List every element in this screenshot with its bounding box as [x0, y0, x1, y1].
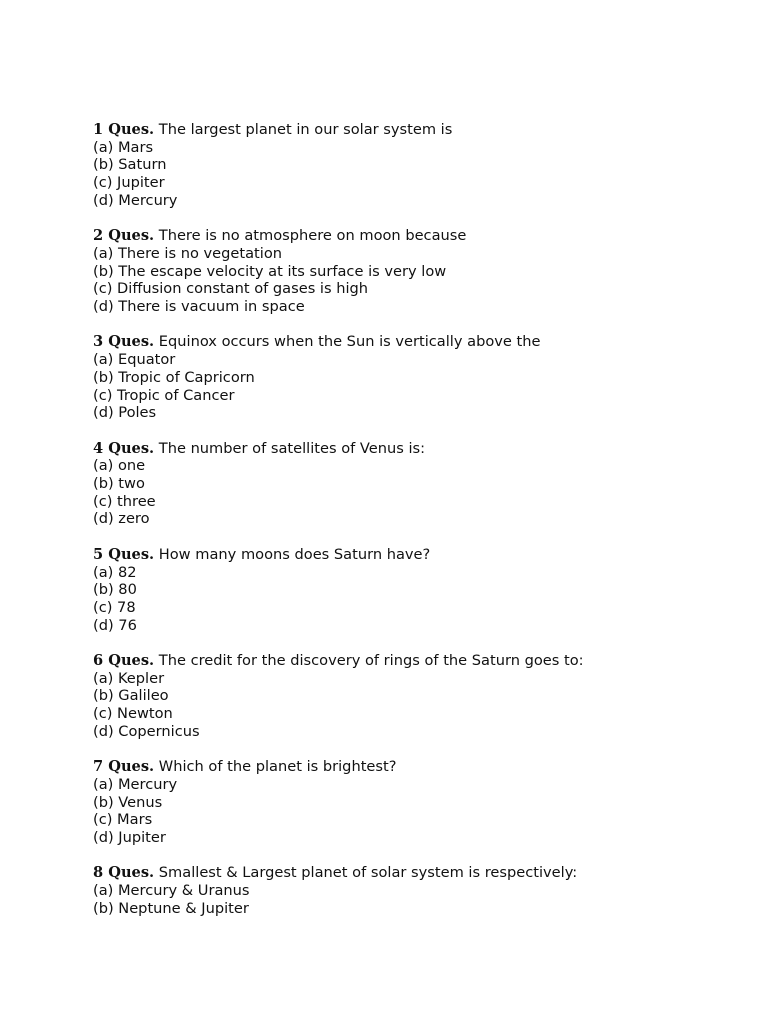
question-8 — [93, 864, 733, 917]
answer-option: (a) Kepler — [93, 669, 165, 687]
question-number: 8 Ques. — [93, 864, 155, 882]
answer-option: (a) There is no vegetation — [93, 244, 282, 262]
answer-option: (b) Tropic of Capricorn — [93, 368, 255, 386]
answer-option: (a) one — [93, 457, 146, 475]
question-2 — [93, 227, 733, 316]
answer-option: (a) Mercury — [93, 775, 178, 793]
question-1 — [93, 121, 733, 210]
question-text: The credit for the discovery of rings of the Saturn goes to: — [158, 652, 584, 670]
question-4 — [93, 440, 733, 529]
answer-option: (d) Copernicus — [93, 722, 200, 740]
answer-option: (a) Mars — [93, 138, 154, 156]
answer-option: (c) 78 — [93, 598, 136, 616]
question-text: Equinox occurs when the Sun is vertically above the — [158, 333, 541, 351]
question-line — [93, 121, 733, 139]
question-line — [93, 333, 733, 351]
question-line — [93, 864, 733, 882]
question-text: Which of the planet is brightest? — [158, 758, 397, 776]
question-number: 7 Ques. — [93, 758, 155, 776]
question-number: 4 Ques. — [93, 439, 155, 457]
question-number: 3 Ques. — [93, 333, 155, 351]
question-text: There is no atmosphere on moon because — [158, 227, 467, 245]
answer-option: (d) Jupiter — [93, 829, 166, 847]
question-text: How many moons does Saturn have? — [158, 545, 431, 563]
answer-option: (d) zero — [93, 510, 150, 528]
question-line — [93, 652, 733, 670]
question-list — [93, 121, 733, 935]
answer-option: (a) Equator — [93, 351, 176, 369]
answer-option: (b) The escape velocity at its surface is very low — [93, 262, 447, 280]
question-text: Smallest & Largest planet of solar system is respectively: — [158, 864, 578, 882]
answer-option: (b) Neptune & Jupiter — [93, 899, 249, 917]
question-line — [93, 227, 733, 245]
answer-option: (c) Newton — [93, 705, 173, 723]
answer-option: (a) 82 — [93, 563, 137, 581]
answer-option: (c) Tropic of Cancer — [93, 386, 235, 404]
question-3 — [93, 333, 733, 422]
question-number: 6 Ques. — [93, 652, 155, 670]
question-text: The largest planet in our solar system is — [158, 121, 453, 138]
question-5 — [93, 546, 733, 635]
question-number: 5 Ques. — [93, 545, 155, 563]
answer-option: (d) Poles — [93, 404, 157, 422]
answer-option: (b) 80 — [93, 581, 137, 599]
answer-option: (b) Saturn — [93, 156, 167, 174]
answer-option: (d) Mercury — [93, 191, 178, 209]
question-line — [93, 758, 733, 776]
answer-option: (c) Diffusion constant of gases is high — [93, 280, 369, 298]
answer-option: (a) Mercury & Uranus — [93, 882, 250, 900]
answer-option: (c) three — [93, 492, 156, 510]
question-7 — [93, 758, 733, 847]
question-line — [93, 546, 733, 564]
answer-option: (c) Jupiter — [93, 174, 165, 192]
answer-option: (d) There is vacuum in space — [93, 298, 305, 316]
answer-option: (b) two — [93, 475, 145, 493]
question-text: The number of satellites of Venus is: — [158, 439, 426, 457]
question-number: 2 Ques. — [93, 227, 155, 245]
answer-option: (b) Galileo — [93, 687, 169, 705]
answer-option: (d) 76 — [93, 616, 137, 634]
question-line — [93, 440, 733, 458]
question-number: 1 Ques. — [93, 121, 155, 138]
answer-option: (c) Mars — [93, 811, 153, 829]
answer-option: (b) Venus — [93, 793, 163, 811]
question-6 — [93, 652, 733, 741]
